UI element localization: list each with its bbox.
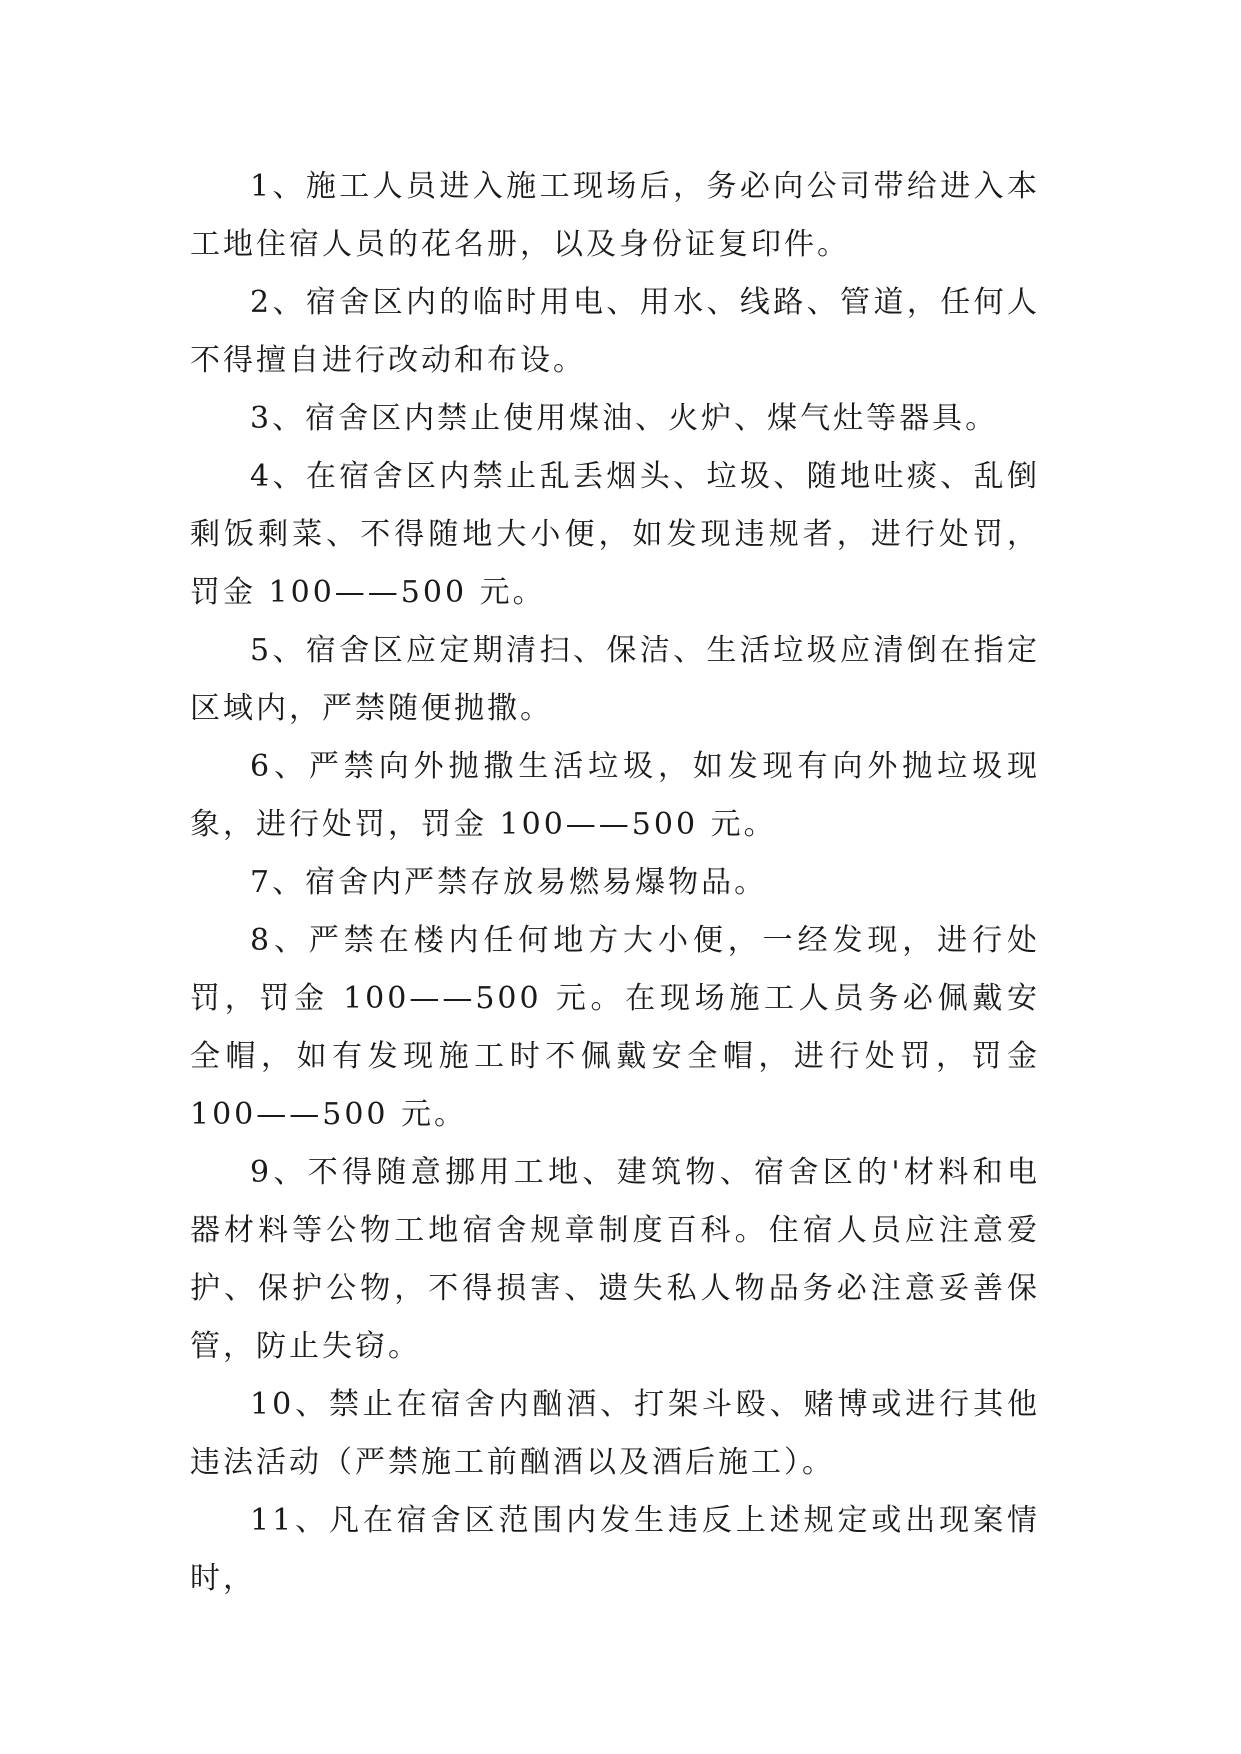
rule-paragraph-2: 2、宿舍区内的临时用电、用水、线路、管道，任何人不得擅自进行改动和布设。 [190,285,1040,378]
rule-paragraph-9: 9、不得随意挪用工地、建筑物、宿舍区的'材料和电器材料等公物工地宿舍规章制度百科。住宿人员应注意爱护、保护公物，不得损害、遗失私人物品务必注意妥善保管，防止失窃。 [190,1155,1040,1364]
rule-paragraph-7: 7、宿舍内严禁存放易燃易爆物品。 [250,865,768,900]
rule-paragraph-5: 5、宿舍区应定期清扫、保洁、生活垃圾应清倒在指定区域内，严禁随便抛撒。 [190,633,1040,726]
rule-paragraph-8: 8、严禁在楼内任何地方大小便，一经发现，进行处罚，罚金 100——500 元。在现场施工人员务必佩戴安全帽，如有发现施工时不佩戴安全帽，进行处罚，罚金 100——500 元。 [190,923,1040,1132]
document-body [190,158,1040,1608]
rule-paragraph-10: 10、禁止在宿舍内酗酒、打架斗殴、赌博或进行其他违法活动（严禁施工前酗酒以及酒后施工）。 [190,1387,1040,1480]
rule-paragraph-11: 11、凡在宿舍区范围内发生违反上述规定或出现案情时， [190,1503,1040,1596]
rule-paragraph-1: 1、施工人员进入施工现场后，务必向公司带给进入本工地住宿人员的花名册，以及身份证复印件。 [190,169,1040,262]
rule-paragraph-4: 4、在宿舍区内禁止乱丢烟头、垃圾、随地吐痰、乱倒剩饭剩菜、不得随地大小便，如发现违规者，进行处罚，罚金 100——500 元。 [190,459,1040,610]
rule-paragraph-3: 3、宿舍区内禁止使用煤油、火炉、煤气灶等器具。 [250,401,999,436]
rule-paragraph-6: 6、严禁向外抛撒生活垃圾，如发现有向外抛垃圾现象，进行处罚，罚金 100——500 元。 [190,749,1040,842]
